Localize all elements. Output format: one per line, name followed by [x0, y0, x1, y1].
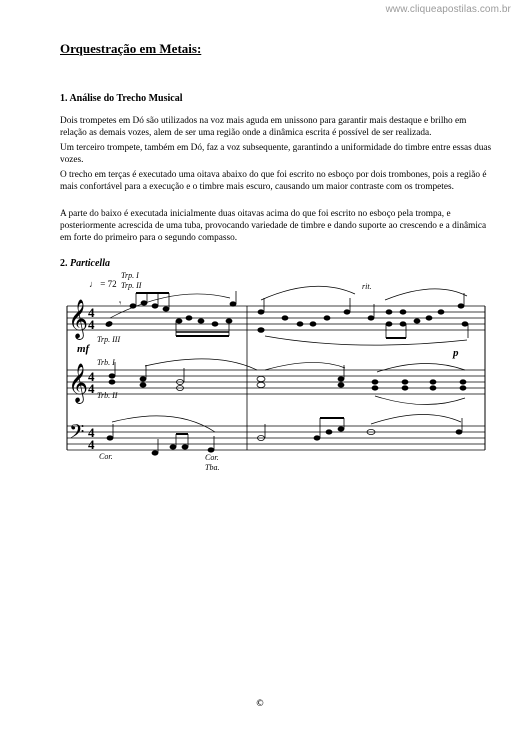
- label-trb-1: Trb. I: [97, 358, 115, 367]
- label-trb-2: Trb. II: [97, 391, 118, 400]
- label-cor: Cor.: [99, 452, 113, 461]
- paragraph-3: O trecho em terças é executado uma oitava abaixo do que foi escrito no esboço por dois trombones, pois a região é mais confortável para a execução e o timbre mais escuro, causando um maior contraste com os trompetes.: [60, 170, 487, 193]
- label-trp-1: Trp. I: [121, 271, 139, 280]
- label-tba: Tba.: [205, 463, 220, 472]
- staff-3-notes: [107, 414, 462, 455]
- svg-text:4: 4: [88, 305, 95, 320]
- bass-clef: 𝄢: [69, 422, 85, 448]
- svg-text:4: 4: [88, 369, 95, 384]
- staff-1-notes: [105, 286, 468, 345]
- barlines: [67, 306, 485, 450]
- svg-text:4: 4: [88, 425, 95, 440]
- staff-2: [67, 370, 485, 394]
- treble-clef-2: 𝄞: [68, 365, 89, 402]
- label-cor-2: Cor.: [205, 453, 219, 462]
- dynamic-p: p: [453, 347, 459, 359]
- section-2-title: Particella: [70, 258, 110, 269]
- section-1-heading: 1. Análise do Trecho Musical: [60, 93, 183, 104]
- rit-marking: rit.: [362, 282, 372, 291]
- page-title: Orquestração em Metais:: [60, 41, 202, 56]
- treble-clef-1: 𝄞: [68, 301, 89, 338]
- dynamic-mf: mf: [77, 343, 90, 355]
- svg-text:4: 4: [88, 317, 95, 332]
- tempo-marking: ♩ = 72: [89, 279, 117, 289]
- particella-score: [55, 266, 495, 481]
- svg-text:𝄾: 𝄾: [119, 298, 122, 308]
- paragraph-2: Um terceiro trompete, também em Dó, faz a voz subsequente, garantindo a uniformidade do timbre entre essas duas vozes.: [60, 143, 492, 166]
- label-trp-3: Trp. III: [97, 335, 121, 344]
- paragraph-4: A parte do baixo é executada inicialmente duas oitavas acima do que foi escrito no esboço pela trompa, e posteriormente acrescida de uma tuba, provocando variedade de timbre e dando suporte ao crescendo e a dinâmica em forte do primeiro para o segundo compasso.: [60, 209, 487, 244]
- svg-text:4: 4: [88, 381, 95, 396]
- copyright-footer: ©: [255, 699, 265, 709]
- svg-text:4: 4: [88, 437, 95, 452]
- staff-3: [67, 426, 485, 450]
- site-watermark: www.cliqueapostilas.com.br: [385, 4, 511, 15]
- paragraph-1: Dois trompetes em Dó são utilizados na voz mais aguda em unissono para garantir mais destaque e brilho em relação as demais vozes, alem de ser uma região onde a dinâmica escrita é possível de ser realizada.: [60, 116, 467, 139]
- staff-1: [67, 306, 485, 330]
- label-trp-2: Trp. II: [121, 281, 142, 290]
- time-signatures: [88, 305, 95, 452]
- section-2-number: 2.: [60, 258, 68, 269]
